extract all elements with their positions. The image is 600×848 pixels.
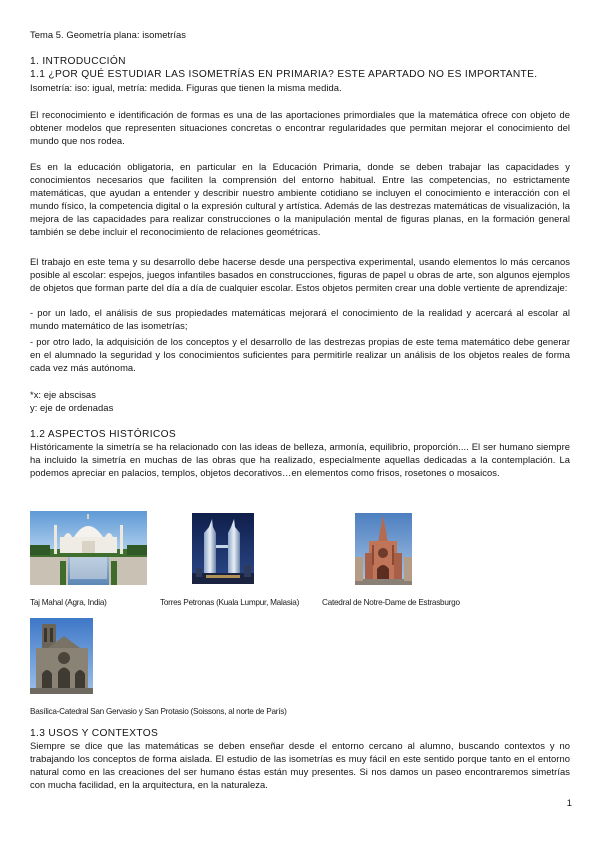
subsection-heading-1-1: 1.1 ¿POR QUÉ ESTUDIAR LAS ISOMETRÍAS EN PRIMARIA? ESTE APARTADO NO ES IMPORTANTE. — [30, 69, 538, 80]
paragraph-educacion-obligatoria: Es en la educación obligatoria, en particular en la Educación Primaria, donde se deben trabajar las capacidades y conocimientos necesarios que faciliten la comprensión del entorno habitual. Entre las competencias, no estrictamente matemáticas, que ayudan a entender y describir nuestro ambiente cotidiano se incluyen el conocimiento e interacción con el mundo físico, la competencia digital o la expresión cultural y artística. Además de las destrezas matemáticas de visualización, la mejora de las capacidades para realizar construcciones o la manipulación mental de figuras planas, en la formación general también se debe incluir el reconocimiento de relaciones geométricas. — [30, 161, 570, 237]
paragraph-reconocimiento: El reconocimiento e identificación de formas es una de las aportaciones primordiales que la matemática ofrece con objeto de obtener modelos que representen situaciones concretas o encontrar regularidades que permitan mejorar el conocimiento del mundo que nos rodea. — [30, 109, 570, 146]
paragraph-historicamente: Históricamente la simetría se ha relacionado con las ideas de belleza, armonía, equilibrio, proporción.... El ser humano siempre ha incluido la simetría en muchas de las obras que ha realizado, especialmente aquellas dedicadas a la contemplación. La podemos apreciar en palacios, templos, objetos decorativos…en elementos como frisos, rosetones o mosaicos. — [30, 441, 570, 478]
section-heading-introduccion: 1. INTRODUCCIÓN — [30, 56, 126, 67]
page-number: 1 — [566, 797, 572, 808]
document-title: Tema 5. Geometría plana: isometrías — [30, 29, 186, 40]
caption-soissons: Basílica-Catedral San Gervasio y San Protasio (Soissons, al norte de París) — [30, 707, 287, 716]
caption-estrasburgo: Catedral de Notre-Dame de Estrasburgo — [322, 598, 460, 607]
bullet-adquisicion: - por otro lado, la adquisición de los conceptos y el desarrollo de las destrezas propias de este tema matemático debe generar en el alumnado la seguridad y los conocimientos suficientes para permitirle realizar un análisis de los objetos reales de forma cada vez más autónoma. — [30, 336, 570, 373]
note-eje-ordenadas: y: eje de ordenadas — [30, 402, 114, 413]
petronas-towers-photo — [192, 513, 254, 584]
soissons-cathedral-photo — [30, 618, 93, 694]
caption-taj-mahal: Taj Mahal (Agra, India) — [30, 598, 107, 607]
taj-mahal-photo — [30, 511, 147, 585]
isometria-definition: Isometría: iso: igual, metría: medida. Figuras que tienen la misma medida. — [30, 82, 342, 93]
caption-petronas: Torres Petronas (Kuala Lumpur, Malasia) — [160, 598, 300, 607]
note-eje-abscisas: *x: eje abscisas — [30, 389, 96, 400]
section-heading-usos-contextos: 1.3 USOS Y CONTEXTOS — [30, 728, 159, 739]
paragraph-trabajo-experimental: El trabajo en este tema y su desarrollo debe hacerse desde una perspectiva experimental, usando elementos lo más cercanos posible al escolar: espejos, juegos infantiles basados en construcciones, figuras de papel u obras de arte, son algunos ejemplos de objetos que forman parte del día a día de cualquier escolar. Estos objetos permiten crear una doble vertiente de aprendizaje: — [30, 256, 570, 293]
section-heading-aspectos-historicos: 1.2 ASPECTOS HISTÓRICOS — [30, 429, 176, 440]
strasbourg-cathedral-photo — [355, 513, 412, 585]
paragraph-siempre-se-dice: Siempre se dice que las matemáticas se deben enseñar desde el entorno cercano al alumno, buscando contextos y no trabajando los conceptos de forma aislada. El estudio de las isometrías es muy fácil en este sentido porque tanto en el entorno natural como en las creaciones del ser humano éstas están muy presentes. Si nos damos un paseo encontraremos simetrías con mucha facilidad, en la arquitectura, en la naturaleza. — [30, 740, 570, 790]
bullet-analisis: - por un lado, el análisis de sus propiedades matemáticas mejorará el conocimiento de la realidad y acercará al escolar al mundo matemático de las isometrías; — [30, 307, 570, 331]
